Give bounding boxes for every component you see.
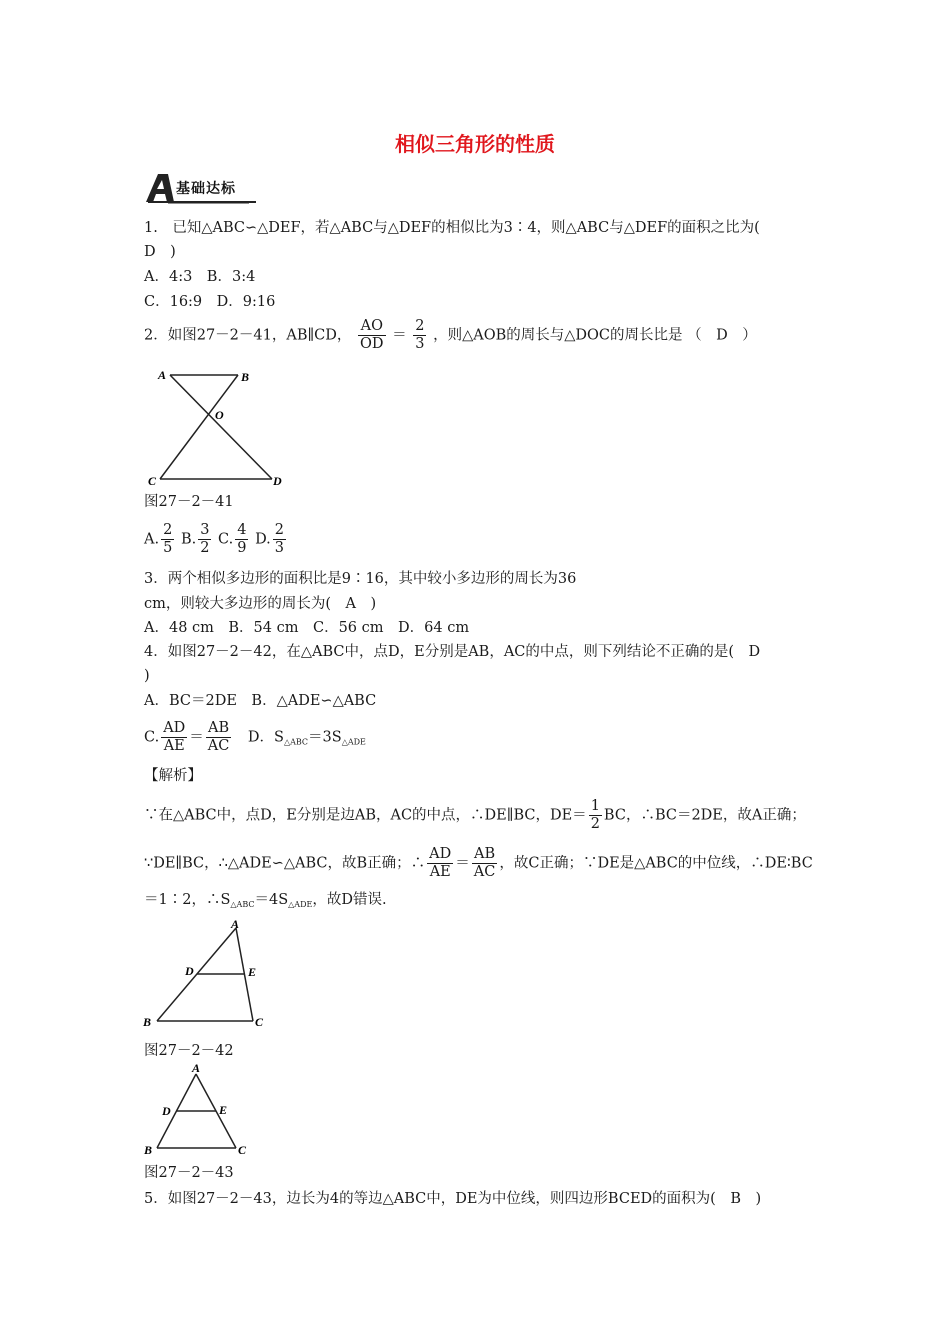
figure-27-2-41	[144, 368, 294, 490]
q2-opt-c-den: 9	[237, 540, 247, 556]
ana2-post: ，故C正确；∵DE是△ABC的中位线，∴DE∶BC	[499, 855, 813, 872]
ana2-pre: ∵DE∥BC，∴△ADE∽△ABC，故B正确；∴	[144, 855, 426, 872]
fig42-label-a: A	[231, 918, 240, 931]
q1-options-cd: C．16:9 D．9:16	[144, 294, 276, 310]
q2-opt-c-label: C.	[218, 531, 234, 548]
ana3-mid: ＝4S	[254, 892, 289, 908]
q2-ratio-num: AO	[358, 318, 386, 336]
q2-opt-d-frac	[273, 522, 286, 557]
ana1-pre: ∵在△ABC中，点D，E分别是边AB，AC的中点，∴DE∥BC，DE＝	[144, 807, 587, 824]
q4-stem: 4．如图27－2－42，在△ABC中，点D，E分别是AB，AC的中点，则下列结论不正确的是( D	[144, 644, 761, 660]
q2-value-fraction	[413, 318, 426, 353]
fig43-label-e: E	[219, 1103, 228, 1117]
q2-opt-a-num: 2	[163, 522, 173, 538]
section-header	[144, 172, 274, 208]
page-title: 相似三角形的性质	[395, 132, 555, 156]
ana1-num: 1	[590, 798, 600, 814]
q4-opt-c-d1: AE	[163, 738, 185, 754]
fig42-label-d: D	[185, 964, 194, 978]
fig42-label-e: E	[248, 965, 257, 979]
fig43-label-b: B	[144, 1143, 153, 1157]
q2-eq: ＝	[392, 327, 407, 344]
q2-opt-c-frac	[235, 522, 248, 557]
q2-stem-post: ，则△AOB的周长与△DOC的周长比是 （ D ）	[433, 327, 757, 344]
q2-opt-d-den: 3	[274, 540, 285, 556]
ana2-d1: AE	[429, 864, 451, 880]
q1-stem: 1. 已知△ABC∽△DEF，若△ABC与△DEF的相似比为3∶4，则△ABC与△DEF的面积之比为(	[144, 220, 760, 236]
q2-opt-d-num: 2	[274, 522, 285, 538]
q4-opt-d-mid: ＝3S	[308, 729, 342, 746]
fig41-label-c: C	[148, 474, 157, 488]
q3-options: A．48 cm B．54 cm C．56 cm D．64 cm	[144, 620, 470, 636]
q4-opt-d-sub1: △ABC	[283, 737, 309, 747]
q2-opt-b-den: 2	[200, 540, 210, 556]
fig41-label-b: B	[241, 370, 250, 384]
q4-opt-c-frac2	[206, 720, 232, 755]
fig42-label-c: C	[255, 1015, 264, 1029]
q4-stem-end: )	[144, 668, 150, 684]
analysis-line1	[144, 798, 806, 833]
figure-27-2-42	[140, 918, 270, 1030]
fig43-label-d: D	[162, 1104, 171, 1118]
ana2-n2: AB	[472, 846, 498, 864]
q2-value-num: 2	[415, 318, 425, 334]
q4-opt-d-sub2: △ADE	[341, 737, 366, 747]
q2-figure-caption: 图27－2－41	[144, 494, 234, 510]
fig41-label-o: O	[215, 408, 224, 422]
analysis-line3	[144, 891, 387, 914]
q2-ratio-fraction	[358, 318, 386, 353]
ana2-frac1	[427, 846, 453, 881]
q2-value-den: 3	[415, 336, 425, 352]
q2-stem-pre: 2．如图27－2－41，AB∥CD，	[144, 327, 352, 344]
q4-figure1-caption: 图27－2－42	[144, 1043, 234, 1059]
fig43-label-a: A	[192, 1061, 201, 1075]
q4-figure2-caption: 图27－2－43	[144, 1165, 234, 1181]
ana1-frac	[589, 798, 602, 833]
ana3-sub1: △ABC	[230, 900, 255, 909]
q3-line2: cm，则较大多边形的周长为( A )	[144, 596, 377, 612]
q4-opt-d: D．S	[247, 729, 284, 746]
q2-options	[144, 522, 288, 557]
analysis-line2: ∵DE∥BC，∴△ADE∽△ABC，故B正确；∴ $\frac{AD}{AE}$ ＝ $\frac{AB}{AC}$ ，故C正确；∵DE是△ABC的中位线，∴DE∶BC	[144, 846, 813, 880]
q2-opt-b-num: 3	[200, 522, 210, 538]
q4-options-cd: C. $\frac{AD}{AE}$ ＝ $\frac{AB}{AC}$ D．$S_{\triangle ABC}=3S_{\triangle ADE}$	[144, 720, 366, 754]
ana1-post: BC，∴BC＝2DE，故A正确；	[603, 807, 806, 824]
section-title: 基础达标	[176, 181, 236, 197]
q2-opt-a-label: A.	[144, 531, 160, 548]
ana1-den: 2	[590, 816, 600, 832]
fig41-label-a: A	[158, 368, 167, 382]
q2-opt-d-label: D.	[255, 531, 271, 548]
ana3-sub2: △ADE	[288, 900, 313, 909]
q1-options-ab: A．4:3 B．3:4	[144, 269, 256, 285]
fig42-label-b: B	[143, 1015, 152, 1029]
q2-stem	[144, 318, 757, 353]
q2-opt-a-frac	[161, 522, 174, 557]
ana2-frac2	[472, 846, 498, 881]
figure-27-2-43	[140, 1060, 260, 1162]
analysis-heading: 【解析】	[144, 768, 202, 784]
ana3-pre: ＝1∶2，∴S	[144, 892, 231, 908]
ana3-post: ，故D错误.	[312, 892, 387, 908]
q4-opt-c-n2: AB	[206, 720, 232, 738]
q2-opt-a-den: 5	[163, 540, 173, 556]
fig43-label-c: C	[238, 1143, 247, 1157]
q4-options-ab: A．BC＝2DE B．△ADE∽△ABC	[144, 693, 377, 709]
ana2-n1: AD	[429, 846, 452, 862]
q4-opt-c-label: C.	[144, 729, 160, 746]
q4-opt-c-frac1	[161, 720, 187, 755]
q3-line1: 3．两个相似多边形的面积比是9∶16，其中较小多边形的周长为36	[144, 571, 577, 587]
q1-answer: D )	[144, 244, 176, 260]
ana2-d2: AC	[473, 864, 496, 880]
q5-stem: 5．如图27－2－43，边长为4的等边△ABC中，DE为中位线，则四边形BCED的面积为( B )	[144, 1191, 762, 1207]
q2-opt-b-label: B.	[180, 531, 197, 548]
q2-ratio-den: OD	[360, 336, 384, 352]
q4-opt-c-d2: AC	[207, 738, 230, 754]
q4-opt-c-n1: AD	[163, 720, 186, 736]
q2-opt-b-frac	[198, 522, 211, 557]
q2-opt-c-num: 4	[237, 522, 247, 538]
fig41-label-d: D	[273, 474, 282, 488]
